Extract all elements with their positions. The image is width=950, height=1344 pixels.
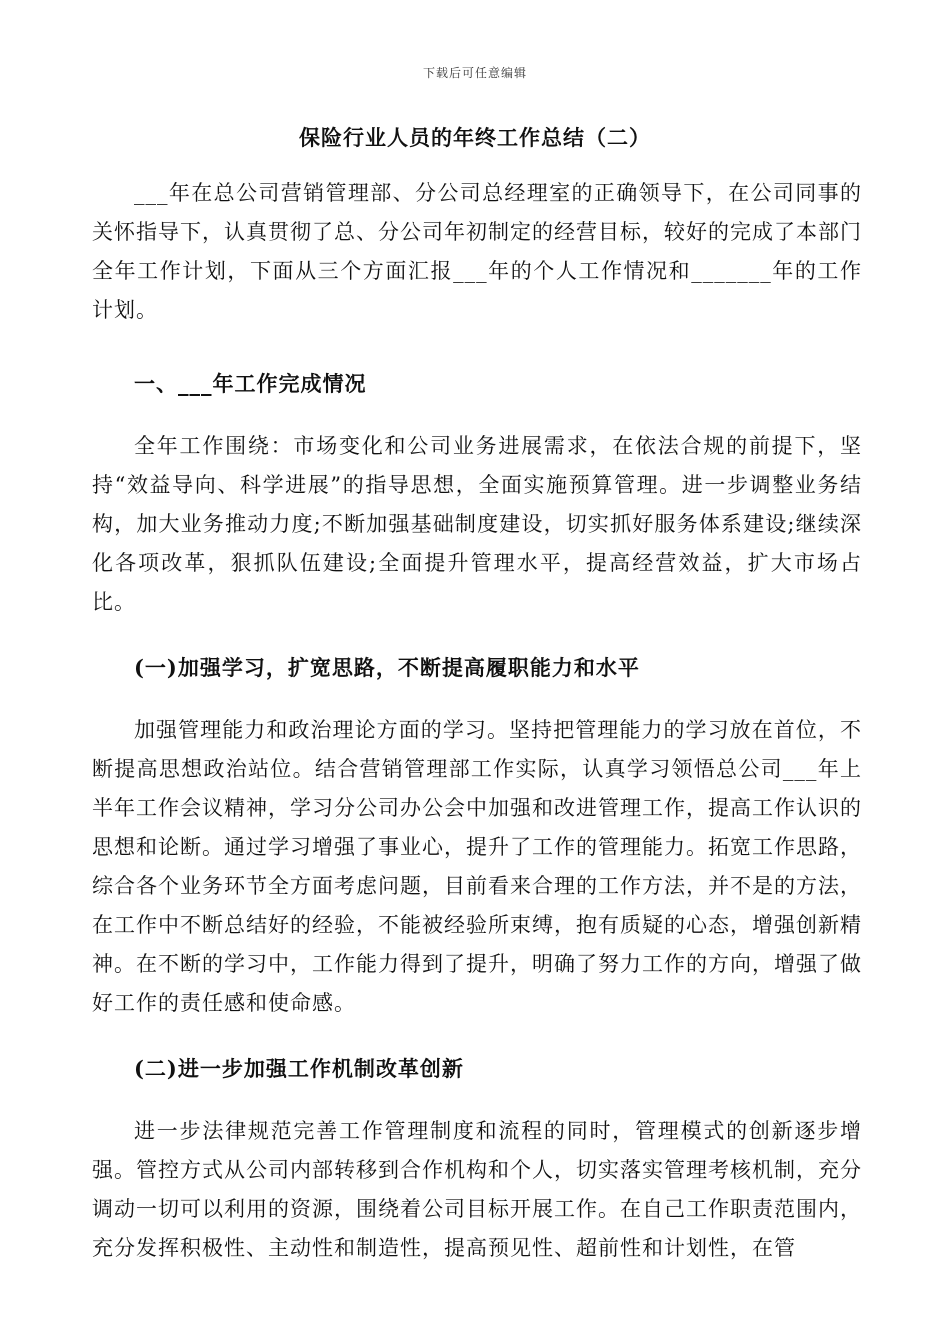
subsection-paragraph-2: 进一步法律规范完善工作管理制度和流程的同时，管理模式的创新逐步增强。管控方式从公司内部转移到合作机构和个人，切实落实管理考核机制，充分调动一切可以利用的资源，围绕着公司目标开展工作。在自己工作职责范围内，充分发挥积极性、主动性和制造性，提高预见性、超前性和计划性，在管: [92, 1119, 862, 1260]
subsection-heading-1: (一)加强学习，扩宽思路，不断提高履职能力和水平: [134, 655, 640, 680]
intro-paragraph: ___年在总公司营销管理部、分公司总经理室的正确领导下，在公司同事的关怀指导下，认真贯彻了总、分公司年初制定的经营目标，较好的完成了本部门全年工作计划，下面从三个方面汇报___年的个人工作情况和_______年的工作计划。: [92, 181, 862, 322]
subsection-paragraph-1: 加强管理能力和政治理论方面的学习。坚持把管理能力的学习放在首位，不断提高思想政治站位。结合营销管理部工作实际，认真学习领悟总公司___年上半年工作会议精神，学习分公司办公会中加强和改进管理工作，提高工作认识的思想和论断。通过学习增强了事业心，提升了工作的管理能力。拓宽工作思路，综合各个业务环节全方面考虑问题，目前看来合理的工作方法，并不是的方法，在工作中不断总结好的经验，不能被经验所束缚，抱有质疑的心态，增强创新精神。在不断的学习中，工作能力得到了提升，明确了努力工作的方向，增强了做好工作的责任感和使命感。: [92, 718, 862, 1015]
document-title: 保险行业人员的年终工作总结（二）: [299, 125, 651, 150]
document-body: [92, 174, 862, 1268]
header-note: 下载后可任意编辑: [422, 66, 527, 80]
section-paragraph-1: 全年工作围绕：市场变化和公司业务进展需求，在依法合规的前提下，坚持“效益导向、科学进展”的指导思想，全面实施预算管理。进一步调整业务结构，加大业务推动力度;不断加强基础制度建设，切实抓好服务体系建设;继续深化各项改革，狠抓队伍建设;全面提升管理水平，提高经营效益，扩大市场占比。: [92, 434, 862, 614]
subsection-heading-2: (二)进一步加强工作机制改革创新: [134, 1056, 464, 1081]
section-heading-1: 一、___年工作完成情况: [134, 371, 367, 396]
